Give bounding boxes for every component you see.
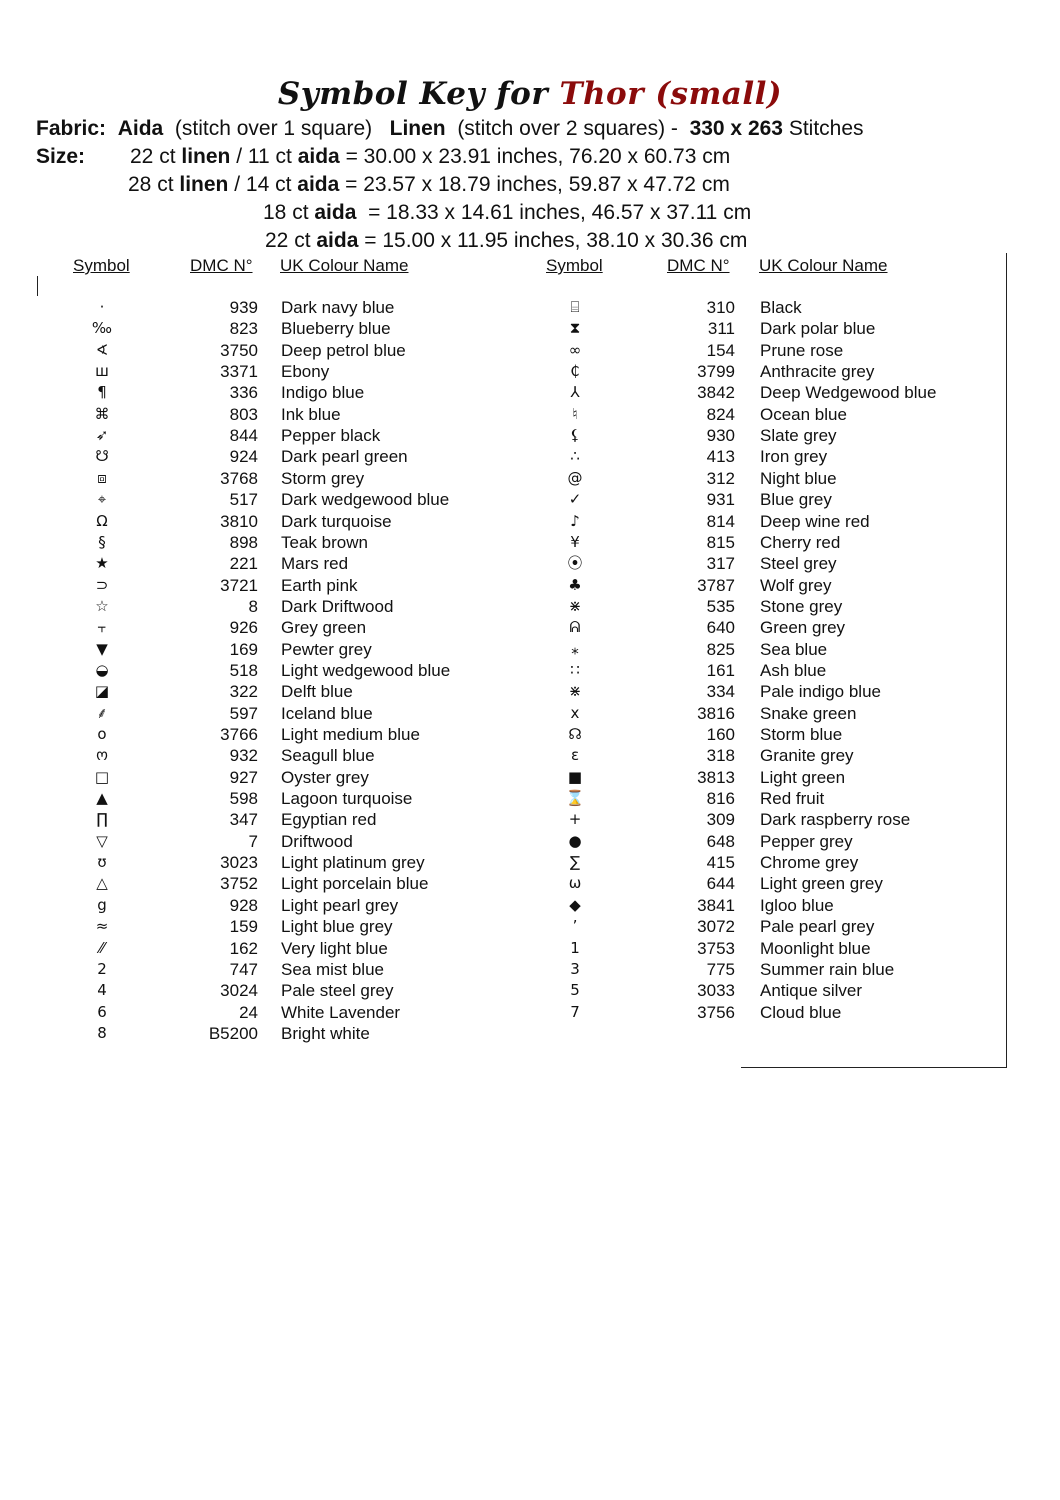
dmc-number: 169 <box>229 639 258 659</box>
colour-name: Steel grey <box>760 554 837 574</box>
stitch-symbol-icon: ■ <box>567 767 583 786</box>
dmc-number: 3023 <box>220 853 258 873</box>
dmc-number: 926 <box>229 618 258 638</box>
size-line-2-pre: 28 ct <box>128 173 180 196</box>
dmc-number: 336 <box>229 383 258 403</box>
stitch-symbol-icon: ⧈ <box>97 468 107 487</box>
stitch-symbol-icon: ʊ <box>97 853 107 872</box>
colour-name: Delft blue <box>281 682 353 702</box>
stitch-symbol-icon: ∑ <box>569 853 581 872</box>
size-line-2-mid: / 14 ct <box>228 173 298 196</box>
size-line-2 <box>128 173 730 197</box>
dmc-number: 927 <box>229 767 258 787</box>
colour-name: Iceland blue <box>281 703 373 723</box>
dmc-number: 3721 <box>220 575 258 595</box>
colour-name: Indigo blue <box>281 383 365 403</box>
colour-name: Stone grey <box>760 596 843 616</box>
dmc-number: 413 <box>706 447 735 467</box>
dmc-number: 598 <box>229 789 258 809</box>
dmc-number: 928 <box>229 895 258 915</box>
colour-name: Bright white <box>281 1023 370 1043</box>
stitch-symbol-icon: 4 <box>97 981 107 1000</box>
title-prefix: Symbol Key for <box>277 76 549 112</box>
dmc-number: 3842 <box>697 383 735 403</box>
stitch-symbol-icon: ⁎ <box>571 639 579 658</box>
stitch-symbol-icon: · <box>99 298 105 316</box>
colour-name: Dark Driftwood <box>281 596 394 616</box>
dmc-number: B5200 <box>208 1023 258 1043</box>
size-line-1-b2: aida <box>297 145 340 168</box>
colour-name: Teak brown <box>281 532 368 552</box>
size-line-1-mid: / 11 ct <box>230 145 298 168</box>
stitch-symbol-icon: ☊ <box>568 725 582 743</box>
colour-name: Black <box>760 298 802 317</box>
stitch-symbol-icon: ⧗ <box>569 319 581 338</box>
colour-name: Light wedgewood blue <box>281 660 451 680</box>
dmc-number: 939 <box>229 298 258 317</box>
dmc-number: 310 <box>706 298 735 317</box>
dmc-number: 7 <box>248 831 258 851</box>
dmc-number: 3810 <box>220 511 258 531</box>
stitch-symbol-icon: ⸙ <box>96 703 108 722</box>
colour-name: Mars red <box>281 554 349 574</box>
stitch-symbol-icon: ⚸ <box>569 426 581 445</box>
stitch-symbol-icon: ∷ <box>570 660 580 679</box>
title-pattern-name: Thor (small) <box>559 76 783 112</box>
colour-name: White Lavender <box>281 1002 401 1022</box>
dmc-number: 814 <box>706 511 735 531</box>
colour-name: Snake green <box>760 703 857 723</box>
dmc-number: 597 <box>229 703 258 723</box>
dmc-number: 311 <box>707 319 735 339</box>
size-line-1-pre: 22 ct <box>130 145 182 168</box>
colour-name: Light medium blue <box>281 725 420 744</box>
dmc-number: 924 <box>229 447 258 467</box>
stitch-symbol-icon: ∏ <box>96 810 108 829</box>
colour-name: Pewter grey <box>281 639 372 659</box>
dmc-number: 24 <box>239 1002 258 1022</box>
dmc-number: 3024 <box>220 981 258 1001</box>
dmc-number: 317 <box>706 554 735 574</box>
stitch-symbol-icon: ⌖ <box>97 490 107 509</box>
stitch-symbol-icon: 1 <box>570 938 580 957</box>
colour-name: Dark wedgewood blue <box>281 490 450 510</box>
stitch-symbol-icon: ▲ <box>96 789 108 808</box>
colour-name: Pepper black <box>281 426 381 446</box>
colour-name: Cherry red <box>760 532 841 552</box>
dmc-number: 898 <box>229 532 258 552</box>
fabric-linen-note: (stitch over 2 squares) - <box>457 117 678 140</box>
page-title <box>0 76 1060 112</box>
size-line-1-post: = 30.00 x 23.91 inches, 76.20 x 60.73 cm <box>339 145 731 168</box>
text-cursor-mark <box>37 276 38 296</box>
stitch-symbol-icon: ¥ <box>570 532 580 551</box>
dmc-number: 3752 <box>220 874 258 894</box>
col-header-name-left: UK Colour Name <box>280 256 409 275</box>
col-header-name-right: UK Colour Name <box>759 256 888 275</box>
col-header-dmc-left: DMC N° <box>190 256 253 275</box>
colour-name: Iron grey <box>760 447 828 467</box>
stitch-symbol-icon: x <box>570 703 580 722</box>
stitch-symbol-icon: ▼ <box>96 639 108 658</box>
col-header-symbol-right: Symbol <box>546 256 603 275</box>
colour-name: Deep Wedgewood blue <box>760 383 937 403</box>
col-header-symbol-left: Symbol <box>73 256 130 275</box>
table-bottom-border <box>741 1067 1007 1068</box>
stitch-count: 330 x 263 <box>689 117 783 140</box>
stitch-symbol-icon: ₵ <box>570 362 580 381</box>
dmc-number: 312 <box>706 468 735 488</box>
size-line-2-b2: aida <box>297 173 340 196</box>
stitch-symbol-icon: ε <box>570 746 580 765</box>
colour-name: Pale steel grey <box>281 981 394 1001</box>
size-line-3-post: = 18.33 x 14.61 inches, 46.57 x 37.11 cm <box>356 201 752 224</box>
colour-name: Blueberry blue <box>281 319 391 339</box>
colour-name: Pale pearl grey <box>760 917 875 937</box>
colour-name: Light pearl grey <box>281 895 399 915</box>
dmc-number: 3756 <box>697 1002 735 1022</box>
size-line-1-b1: linen <box>181 145 231 168</box>
stitch-symbol-icon: o <box>97 725 107 743</box>
colour-name: Green grey <box>760 618 846 638</box>
size-line-3-pre: 18 ct <box>263 201 315 224</box>
fabric-linen: Linen <box>389 117 446 140</box>
stitch-symbol-icon: ≈ <box>95 917 109 936</box>
dmc-number: 8 <box>248 596 258 616</box>
dmc-number: 3799 <box>697 362 735 382</box>
stitch-symbol-icon: ♣ <box>568 575 582 594</box>
stitch-symbol-icon: ◆ <box>569 895 581 914</box>
dmc-number: 3072 <box>697 917 735 937</box>
dmc-number: 640 <box>706 618 735 638</box>
dmc-number: 844 <box>229 426 258 446</box>
dmc-number: 825 <box>706 639 735 659</box>
colour-name: Slate grey <box>760 426 837 446</box>
colour-name: Dark turquoise <box>281 511 392 531</box>
colour-name: Ash blue <box>760 660 827 680</box>
stitch-symbol-icon: 7 <box>570 1002 580 1021</box>
colour-name: Driftwood <box>281 831 353 851</box>
stitch-symbol-icon: ◪ <box>94 682 110 701</box>
dmc-number: 3813 <box>697 767 735 787</box>
col-header-dmc-right: DMC N° <box>667 256 730 275</box>
colour-name: Dark pearl green <box>281 447 408 467</box>
stitch-symbol-icon: 8 <box>97 1023 107 1042</box>
stitch-symbol-icon: ⌘ <box>94 404 110 423</box>
dmc-number: 162 <box>229 938 258 958</box>
colour-name: Ocean blue <box>760 404 847 424</box>
colour-name: Seagull blue <box>281 746 375 766</box>
stitch-symbol-icon: ‰ <box>91 319 113 338</box>
stitch-symbol-icon: ✓ <box>568 490 582 509</box>
stitch-symbol-icon: ⅄ <box>570 383 580 402</box>
stitch-symbol-icon: ⦿ <box>567 554 583 573</box>
size-line-4-pre: 22 ct <box>265 229 317 252</box>
colour-name: Egyptian red <box>281 810 377 830</box>
colour-name: Light green grey <box>760 874 883 894</box>
colour-name: Pepper grey <box>760 831 853 851</box>
colour-name: Light blue grey <box>281 917 393 937</box>
stitch-symbol-icon: ☋ <box>95 447 109 466</box>
stitch-symbol-icon: ო <box>96 746 108 765</box>
stitch-symbol-icon: ∞ <box>568 340 582 359</box>
stitch-symbol-icon: ▽ <box>96 831 108 850</box>
stitch-symbol-icon: ¶ <box>97 383 107 402</box>
dmc-number: 415 <box>706 853 735 873</box>
colour-name: Red fruit <box>760 789 825 809</box>
stitch-symbol-icon: ⌸ <box>570 298 580 316</box>
size-line-2-b1: linen <box>179 173 229 196</box>
stitch-symbol-icon: □ <box>94 767 110 786</box>
stitches-word: Stitches <box>788 117 864 140</box>
colour-name: Chrome grey <box>760 853 859 873</box>
dmc-number: 518 <box>229 660 258 680</box>
colour-name: Antique silver <box>760 981 863 1001</box>
size-line-4-post: = 15.00 x 11.95 inches, 38.10 x 30.36 cm <box>358 229 748 252</box>
dmc-number: 3816 <box>697 703 735 723</box>
stitch-symbol-icon: △ <box>96 874 108 893</box>
stitch-symbol-icon: ● <box>568 831 582 850</box>
colour-name: Wolf grey <box>760 575 832 595</box>
size-label-wrap <box>36 145 85 169</box>
dmc-number: 823 <box>229 319 258 339</box>
size-line-1 <box>130 145 730 169</box>
fabric-aida: Aida <box>117 117 164 140</box>
colour-name: Very light blue <box>281 938 388 958</box>
stitch-symbol-icon: ⋇ <box>568 682 582 701</box>
dmc-number: 3371 <box>220 362 258 382</box>
stitch-symbol-icon: ⫟ <box>97 618 107 637</box>
dmc-number: 3033 <box>697 981 735 1001</box>
colour-name: Anthracite grey <box>760 362 875 382</box>
stitch-symbol-icon: ⊃ <box>95 575 109 594</box>
dmc-number: 816 <box>706 789 735 809</box>
colour-name: Prune rose <box>760 340 844 360</box>
dmc-number: 154 <box>706 340 735 360</box>
colour-name: Oyster grey <box>281 767 369 787</box>
stitch-symbol-icon: 2 <box>97 959 107 978</box>
stitch-symbol-icon: Ω <box>96 511 108 530</box>
colour-name: Storm grey <box>281 468 365 488</box>
stitch-symbol-icon: 6 <box>97 1002 107 1021</box>
fabric-aida-note: (stitch over 1 square) <box>174 117 373 140</box>
dmc-number: 3753 <box>697 938 735 958</box>
stitch-symbol-icon: § <box>98 532 106 551</box>
size-line-4 <box>265 229 747 253</box>
colour-name: Grey green <box>281 618 367 638</box>
dmc-number: 3768 <box>220 468 258 488</box>
dmc-number: 931 <box>706 490 735 510</box>
colour-name: Moonlight blue <box>760 938 871 958</box>
dmc-number: 309 <box>706 810 735 830</box>
stitch-symbol-icon: @ <box>567 468 583 487</box>
stitch-symbol-icon: ➶ <box>95 426 109 445</box>
dmc-number: 535 <box>706 596 735 616</box>
dmc-number: 775 <box>706 959 735 979</box>
colour-name: Light green <box>760 767 846 787</box>
colour-name: Ink blue <box>281 404 341 424</box>
dmc-number: 160 <box>706 725 735 744</box>
colour-name: Granite grey <box>760 746 854 766</box>
dmc-number: 815 <box>706 532 735 552</box>
size-label: Size: <box>36 145 86 168</box>
size-line-3-b1: aida <box>314 201 357 224</box>
dmc-number: 648 <box>706 831 735 851</box>
stitch-symbol-icon: ♪ <box>570 511 580 530</box>
stitch-symbol-icon: + <box>568 810 582 829</box>
colour-name: Igloo blue <box>760 895 834 915</box>
size-line-2-post: = 23.57 x 18.79 inches, 59.87 x 47.72 cm <box>339 173 730 196</box>
colour-name: Light porcelain blue <box>281 874 429 894</box>
colour-name: Dark raspberry rose <box>760 810 911 830</box>
stitch-symbol-icon: ★ <box>95 554 109 573</box>
dmc-number: 644 <box>706 874 735 894</box>
stitch-symbol-icon: ⋇ <box>568 596 582 615</box>
dmc-number: 803 <box>229 404 258 424</box>
dmc-number: 3766 <box>220 725 258 744</box>
dmc-number: 824 <box>706 404 735 424</box>
stitch-symbol-icon: ∢ <box>95 340 109 359</box>
colour-name: Storm blue <box>760 725 843 744</box>
colour-name: Dark polar blue <box>760 319 876 339</box>
fabric-line <box>36 117 864 141</box>
colour-name: Deep wine red <box>760 511 870 531</box>
dmc-number: 322 <box>229 682 258 702</box>
stitch-symbol-icon: ◒ <box>95 660 109 679</box>
dmc-number: 161 <box>706 660 735 680</box>
stitch-symbol-icon: ٬ <box>572 917 578 936</box>
colour-name: Sea mist blue <box>281 959 384 979</box>
colour-name: Sea blue <box>760 639 828 659</box>
colour-name: Lagoon turquoise <box>281 789 413 809</box>
stitch-symbol-icon: ☆ <box>95 596 109 615</box>
colour-name: Summer rain blue <box>760 959 895 979</box>
colour-name: Pale indigo blue <box>760 682 881 702</box>
dmc-number: 159 <box>229 917 258 937</box>
fabric-label: Fabric: <box>36 117 107 140</box>
dmc-number: 3750 <box>220 340 258 360</box>
stitch-symbol-icon: 3 <box>570 959 580 978</box>
size-line-4-b1: aida <box>316 229 359 252</box>
table-right-border <box>1006 253 1007 1068</box>
dmc-number: 747 <box>229 959 258 979</box>
dmc-number: 3787 <box>697 575 735 595</box>
stitch-symbol-icon: ♮ <box>572 404 578 423</box>
colour-name: Blue grey <box>760 490 832 510</box>
dmc-number: 347 <box>229 810 258 830</box>
colour-name: Dark navy blue <box>281 298 395 317</box>
stitch-symbol-icon: ш <box>95 362 109 381</box>
stitch-symbol-icon: ∴ <box>570 447 580 466</box>
dmc-number: 221 <box>229 554 258 574</box>
stitch-symbol-icon: ᕱ <box>569 618 581 637</box>
colour-name: Ebony <box>281 362 330 382</box>
colour-name: Deep petrol blue <box>281 340 406 360</box>
size-line-3 <box>263 201 751 225</box>
stitch-symbol-icon: ω <box>568 874 582 893</box>
colour-name: Light platinum grey <box>281 853 425 873</box>
colour-name: Cloud blue <box>760 1002 842 1022</box>
stitch-symbol-icon: 5 <box>570 981 580 1000</box>
dmc-number: 517 <box>229 490 258 510</box>
dmc-number: 932 <box>229 746 258 766</box>
dmc-number: 334 <box>706 682 735 702</box>
stitch-symbol-icon: g <box>97 895 107 914</box>
colour-name: Earth pink <box>281 575 358 595</box>
colour-name: Night blue <box>760 468 837 488</box>
stitch-symbol-icon: ⁄⁄ <box>99 938 105 957</box>
stitch-symbol-icon: ⌛ <box>565 789 585 808</box>
dmc-number: 930 <box>706 426 735 446</box>
dmc-number: 3841 <box>697 895 735 915</box>
dmc-number: 318 <box>706 746 735 766</box>
